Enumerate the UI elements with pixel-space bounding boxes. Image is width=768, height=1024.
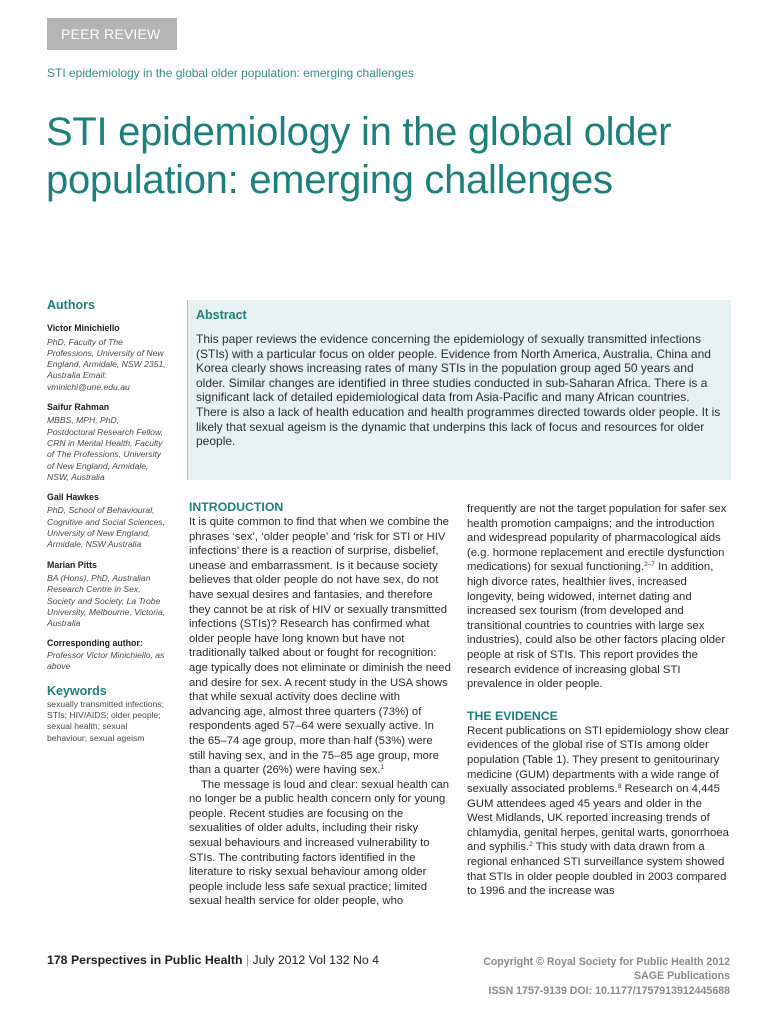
author-affiliation: BA (Hons), PhD, Australian Research Centre in Sex, Society and Society, La Trobe University, Melbourne, Victoria, Australia (47, 572, 166, 629)
issn-doi-line: ISSN 1757-9139 DOI: 10.1177/1757913912445688 (488, 984, 730, 997)
author-affiliation: PhD, School of Behavioural, Cognitive and Social Sciences, University of New England, Armidale, NSW Australia (47, 505, 165, 550)
footer-separator: | (245, 953, 250, 967)
evidence-heading: THE EVIDENCE (467, 708, 558, 723)
copyright-line: Copyright © Royal Society for Public Health 2012 (483, 956, 730, 968)
footer-journal-info (47, 953, 379, 967)
author-affiliation: MBBS, MPH, PhD, Postdoctoral Research Fellow, CRN in Mental Health, Faculty of The Professions, University of New England, Armidale, NSW, Australia (47, 415, 164, 482)
author-name: Saifur Rahman (47, 402, 110, 413)
citation-ref: 8 (617, 783, 622, 791)
citation-ref: 2–7 (644, 561, 655, 569)
author-entry (47, 492, 167, 550)
abstract-heading: Abstract (196, 308, 247, 322)
issue-info: July 2012 Vol 132 No 4 (252, 953, 380, 967)
introduction-paragraph (189, 515, 451, 778)
journal-name: Perspectives in Public Health (70, 953, 243, 967)
author-sidebar (47, 300, 167, 744)
paragraph-text: Recent publications on STI epidemiology show clear evidences of the global rise of STIs among older population (Table 1). They present to genitourinary medicine (GUM) departments with a wide range of sexually associated problems. (467, 724, 729, 796)
corresponding-author-text: Professor Victor Minichiello, as above (47, 649, 165, 672)
introduction-heading: INTRODUCTION (189, 500, 284, 514)
paragraph-text: frequently are not the target population for safer sex health promotion campaigns; and the introduction and widespread popularity of pharmacological aids (e.g. hormone replacement and erectile dysfunction medications) for sexual functioning. (467, 503, 727, 574)
publisher-line: SAGE Publications (634, 970, 730, 983)
author-name: Marian Pitts (47, 559, 97, 570)
article-title: STI epidemiology in the global older population: emerging challenges (46, 110, 672, 202)
authors-heading: Authors (47, 298, 95, 312)
body-paragraph (467, 502, 729, 692)
body-column-right (467, 502, 729, 899)
abstract-box (187, 300, 731, 480)
footer-publication-info (483, 955, 730, 998)
author-entry (47, 402, 167, 483)
page-number: 178 (47, 953, 68, 967)
paragraph-text: This study with data drawn from a regional enhanced STI surveillance system showed that STIs in older people doubled in 2003 compared to 1996 and the increase was (467, 841, 727, 898)
keywords-heading: Keywords (47, 684, 107, 699)
corresponding-author-label: Corresponding author: (47, 638, 143, 649)
citation-ref: 1 (380, 764, 385, 772)
author-entry (47, 323, 167, 393)
author-affiliation: PhD, Faculty of The Professions, University of New England, Armidale, NSW 2351, Australia Email: vminichi@une.edu.au (47, 336, 166, 392)
author-name: Victor Minichiello (47, 323, 120, 334)
body-column-left (189, 500, 451, 909)
running-title: STI epidemiology in the global older population: emerging challenges (47, 66, 414, 80)
section-tag: PEER REVIEW (47, 18, 177, 50)
author-entry (47, 560, 167, 630)
introduction-paragraph: The message is loud and clear: sexual health can no longer be a public health concern only for young people. Recent studies are focusing on the sexualities of older adults, including their risky sexual behaviours and increased vulnerability to STIs. The contributing factors identified in the literature to risky sexual behaviour among older people include less safe sexual practice; limited sexual health service for older people, who (189, 778, 450, 908)
evidence-paragraph (467, 724, 729, 899)
abstract-text: This paper reviews the evidence concerning the epidemiology of sexually transmitted infections (STIs) with a particular focus on older people. Evidence from North America, Australia, China and Korea clearly shows increasing rates of many STIs in the population group aged 50 years and older. Similar changes are identified in three studies conducted in sub-Saharan Africa. There is a significant lack of detailed epidemiological data from Asia-Pacific and many African countries. There is also a lack of health education and health programmes directed towards older people. It is likely that sexual ageism is the dynamic that underpins this lack of focus and resources for older people. (196, 332, 721, 449)
keywords-list: sexually transmitted infections; STIs; HIV/AIDS; older people; sexual health; sexual behaviour; sexual ageism (47, 698, 165, 743)
paragraph-text: Research on 4,445 GUM attendees aged 45 years and older in the West Midlands, UK reported increasing trends of chlamydia, genital herpes, genital warts, gonorrhoea and syphilis. (467, 783, 729, 854)
citation-ref: 2 (529, 841, 533, 849)
paragraph-text: In addition, high divorce rates, healthier lives, increased longevity, being widowed, internet dating and increased sex tourism (from developed and transitional countries to countries with large sex industries), could also be other factors placing older people at risk of STIs. This report provides the research evidence of increasing global STI prevalence in older people. (467, 561, 726, 691)
paragraph-text: It is quite common to find that when we combine the phrases ‘sex’, ‘older people’ and ‘risk for STI or HIV infections’ there is a reaction of surprise, disbelief, unease and embarrassment. Is it because society believes that older people do not have sex, do not have sexual desires and fantasies, and therefore they cannot be at risk of HIV or sexually transmitted infections (STIs)? Research has confirmed what older people have long known but have not traditionally talked about or fought for recognition: age typically does not eliminate or diminish the need and desire for sex. A recent study in the USA shows that while sexual activity does decline with advancing age, almost three quarters (73%) of respondents aged 57–64 were sexually active. In the 65–74 age group, more than half (53%) were still having sex, and in the 75–85 age group, more than a quarter (26%) were having sex. (189, 516, 451, 777)
author-name: Gail Hawkes (47, 492, 99, 503)
